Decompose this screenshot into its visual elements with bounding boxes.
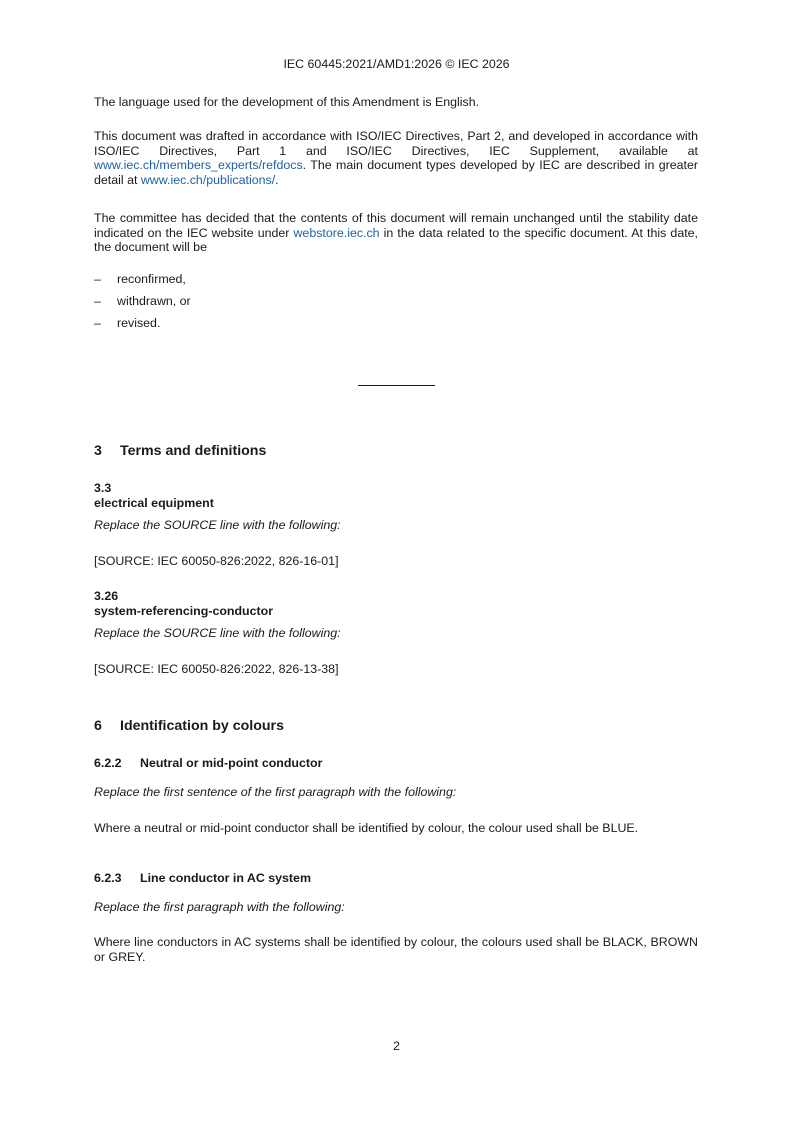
term-name: system-referencing-conductor [94, 604, 274, 618]
subclause-heading [94, 756, 322, 771]
publications-link[interactable]: www.iec.ch/publications/ [140, 172, 276, 187]
stability-text-1: The committee has decided that the contents of this document will remain unchanged until the stability date indicated on the IEC website under [94, 211, 698, 240]
list-dash: – [94, 294, 101, 308]
replacement-text: Where line conductors in AC systems shall be identified by colour, the colours used shall be BLACK, BROWN or GREY. [94, 935, 698, 964]
clause-number: 3 [94, 443, 102, 459]
source-line: [SOURCE: IEC 60050-826:2022, 826-16-01] [94, 554, 339, 568]
page-number: 2 [393, 1039, 400, 1053]
term-number: 3.26 [94, 589, 119, 603]
list-item-text: withdrawn, or [117, 294, 191, 308]
drafting-text-2: . The main document types developed by IEC are described in greater detail at [94, 158, 698, 187]
subclause-heading [94, 871, 311, 886]
drafting-text-3: . [275, 172, 279, 187]
list-dash: – [94, 272, 101, 286]
page-header: IEC 60445:2021/AMD1:2026 © IEC 2026 [283, 57, 510, 71]
clause-title: Identification by colours [120, 718, 284, 734]
list-item [94, 272, 494, 287]
source-line: [SOURCE: IEC 60050-826:2022, 826-13-38] [94, 662, 339, 676]
subclause-title: Neutral or mid-point conductor [140, 756, 323, 770]
term-name: electrical equipment [94, 496, 214, 510]
list-item-text: reconfirmed, [117, 272, 186, 286]
drafting-text-1: This document was drafted in accordance with ISO/IEC Directives, Part 2, and developed in accordance with ISO/IEC Directives, Part 1 and ISO/IEC Directives, IEC Supplement, available at [94, 129, 698, 158]
amendment-instruction: Replace the first sentence of the first paragraph with the following: [94, 785, 457, 799]
list-dash: – [94, 316, 101, 330]
subclause-number: 6.2.2 [94, 756, 122, 770]
replacement-text: Where a neutral or mid-point conductor shall be identified by colour, the colour used shall be BLUE. [94, 821, 639, 835]
list-item-text: revised. [117, 316, 161, 330]
refdocs-link[interactable]: www.iec.ch/members_experts/refdocs [94, 158, 303, 172]
webstore-link[interactable]: webstore.iec.ch [293, 225, 380, 240]
subclause-title: Line conductor in AC system [140, 871, 311, 885]
drafting-paragraph [94, 129, 698, 187]
stability-text-2: in the data related to the specific document. At this date, the document will be [94, 225, 698, 254]
separator-rule [358, 385, 435, 386]
term-number: 3.3 [94, 481, 112, 495]
clause-number: 6 [94, 718, 102, 734]
subclause-number: 6.2.3 [94, 871, 122, 885]
clause-title: Terms and definitions [120, 443, 267, 459]
clause-6-heading [94, 718, 284, 735]
list-item [94, 294, 494, 309]
amendment-instruction: Replace the first paragraph with the following: [94, 900, 345, 914]
language-statement: The language used for the development of this Amendment is English. [94, 95, 480, 109]
amendment-instruction: Replace the SOURCE line with the following: [94, 518, 341, 532]
amendment-instruction: Replace the SOURCE line with the following: [94, 626, 341, 640]
clause-3-heading [94, 443, 266, 460]
list-item [94, 316, 494, 331]
stability-paragraph [94, 211, 698, 255]
